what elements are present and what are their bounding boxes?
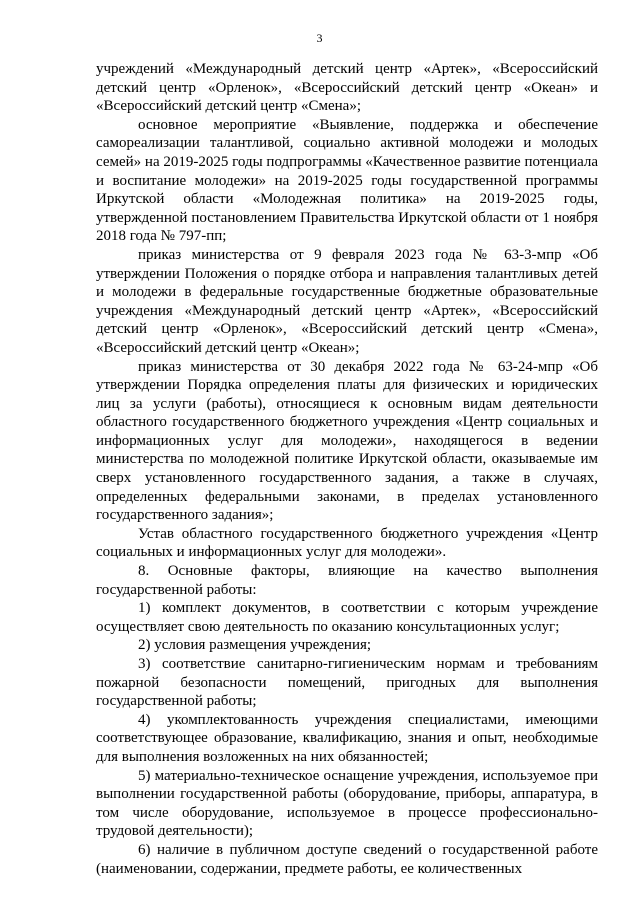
paragraph: основное мероприятие «Выявление, поддержка и обеспечение самореализации талантливой, социально активной молодежи и молодых семей» на 2019-2025 годы подпрограммы «Качественное развитие потенциала и воспитание молодежи» на 2019-2025 годы государственной программы Иркутской области «Молодежная политика» на 2019-2025 годы, утвержденной постановлением Правительства Иркутской области от 1 ноября 2018 года № 797-пп; bbox=[96, 116, 598, 245]
list-item: 4) укомплектованность учреждения специалистами, имеющими соответствующее образование, квалификацию, знания и опыт, необходимые для выполнения возложенных на них обязанностей; bbox=[96, 711, 598, 765]
paragraph: приказ министерства от 30 декабря 2022 года № 63-24-мпр «Об утверждении Порядка определения платы для физических и юридических лиц за услуги (работы), относящиеся к основным видам деятельности областного государственного бюджетного учреждения «Центр социальных и информационных услуг для молодежи», находящегося в ведении министерства по молодежной политике Иркутской области, оказываемые им сверх установленного государственного задания, а также в случаях, определенных федеральными законами, в пределах установленного государственного задания»; bbox=[96, 358, 598, 524]
paragraph: учреждений «Международный детский центр «Артек», «Всероссийский детский центр «Орленок», «Всероссийский детский центр «Океан» и «Всероссийский детский центр «Смена»; bbox=[96, 61, 598, 115]
paragraph: приказ министерства от 9 февраля 2023 года № 63-3-мпр «Об утверждении Положения о порядке отбора и направления талантливых детей и молодежи в федеральные государственные бюджетные образовательные учреждения «Международный детский центр «Артек», «Всероссийский детский центр «Орленок», «Всероссийский детский центр «Смена», «Всероссийский детский центр «Океан»; bbox=[96, 246, 598, 356]
list-item: 1) комплект документов, в соответствии с которым учреждение осуществляет свою деятельность по оказанию консультационных услуг; bbox=[96, 600, 598, 635]
list-item: 5) материально-техническое оснащение учреждения, используемое при выполнении государственной работы (оборудование, приборы, аппаратура, в том числе оборудование, используемое в процессе профессионально-трудовой деятельности); bbox=[96, 767, 598, 840]
paragraph: 8. Основные факторы, влияющие на качество выполнения государственной работы: bbox=[96, 563, 598, 598]
list-item: 6) наличие в публичном доступе сведений о государственной работе (наименовании, содержании, предмете работы, ее количественных bbox=[96, 841, 598, 877]
page-number: 3 bbox=[316, 31, 323, 45]
document-body bbox=[96, 60, 598, 878]
list-item: 2) условия размещения учреждения; bbox=[138, 637, 372, 654]
paragraph: Устав областного государственного бюджетного учреждения «Центр социальных и информационных услуг для молодежи». bbox=[96, 525, 598, 561]
list-item: 3) соответствие санитарно-гигиеническим нормам и требованиям пожарной безопасности помещений, пригодных для выполнения государственной работы; bbox=[96, 656, 598, 710]
